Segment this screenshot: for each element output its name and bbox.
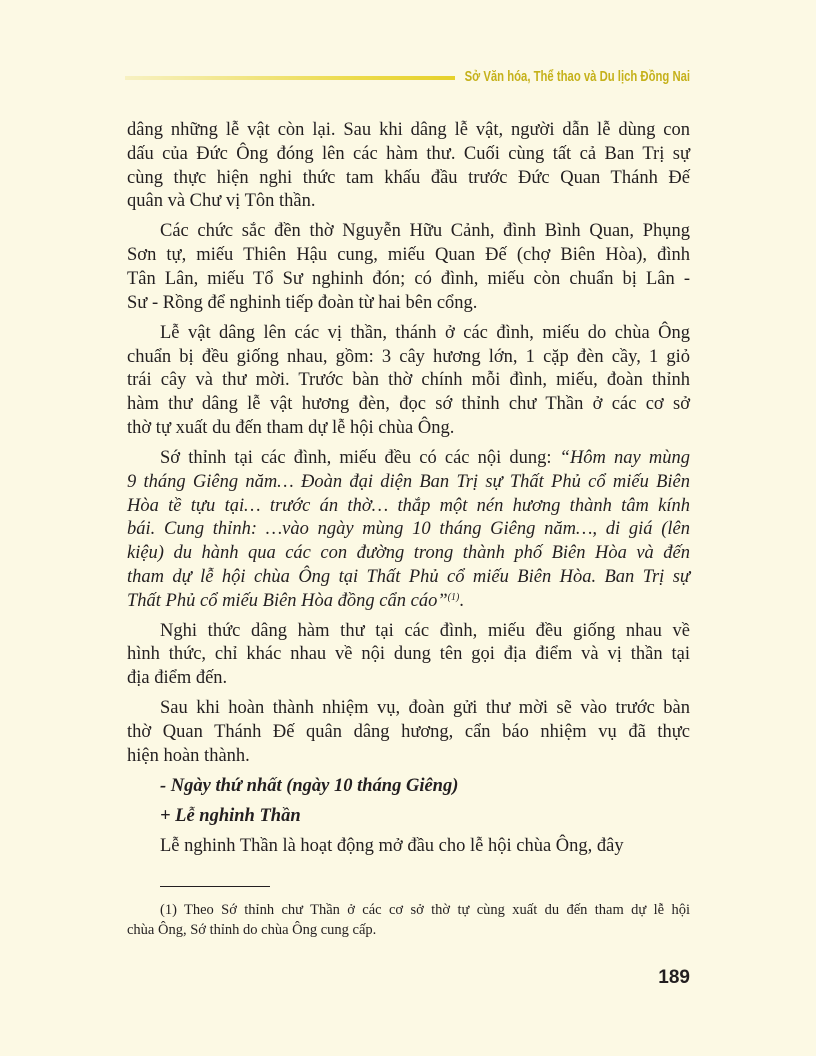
text-line: cùng thực hiện nghi thức tam khấu đầu trước Đức Quan Thánh Đế	[127, 167, 690, 188]
quote-intro: Sớ thỉnh tại các đình, miếu đều có các nội dung:	[160, 447, 560, 468]
text-line	[127, 447, 690, 471]
text-line: kiệu) du hành qua các con đường trong thành phố Biên Hòa và đến	[127, 543, 690, 564]
text-line: Lễ vật dâng lên các vị thần, thánh ở các đình, miếu do chùa Ông	[160, 322, 690, 343]
text-line: Nghi thức dâng hàm thư tại các đình, miếu đều giống nhau về	[160, 620, 690, 641]
footnote-line: (1) Theo Sớ thỉnh chư Thần ở các cơ sở thờ tự cùng xuất du đến tham dự lễ hội	[160, 902, 690, 918]
quote-text: “Hôm nay mùng	[559, 447, 690, 468]
text-line: hàm thư dâng lễ vật hương đèn, đọc sớ thỉnh chư Thần ở các cơ sở	[127, 394, 690, 415]
header-rule	[125, 76, 455, 80]
quote-text: Thất Phủ cổ miếu Biên Hòa đồng cẩn cáo”	[127, 590, 448, 611]
text-line: thờ tự xuất du đến tham dự lễ hội chùa Ông.	[127, 417, 455, 438]
text-line: Sư - Rồng để nghinh tiếp đoàn từ hai bên cổng.	[127, 292, 478, 313]
paragraph	[127, 119, 690, 214]
paragraph-quotation	[127, 447, 690, 614]
footnote-line: chùa Ông, Sớ thỉnh do chùa Ông cung cấp.	[127, 922, 377, 938]
text-line: Sơn tự, miếu Thiên Hậu cung, miếu Quan Đế (chợ Biên Hòa), đình	[127, 245, 690, 266]
paragraph	[127, 220, 690, 315]
subsection-heading: + Lễ nghinh Thần	[160, 805, 301, 826]
text-line: Các chức sắc đền thờ Nguyễn Hữu Cảnh, đình Bình Quan, Phụng	[160, 221, 690, 242]
paragraph	[127, 322, 690, 441]
text-line: địa điểm đến.	[127, 668, 228, 689]
footnote-reference[interactable]: (1)	[447, 591, 460, 603]
text-line: chuẩn bị đều giống nhau, gồm: 3 cây hương lớn, 1 cặp đèn cầy, 1 giỏ	[127, 346, 690, 367]
body-text	[127, 119, 690, 865]
text-line: tham dự lễ hội chùa Ông tại Thất Phủ cổ miếu Biên Hòa. Ban Trị sự	[127, 566, 690, 587]
text-line: hình thức, chỉ khác nhau về nội dung tên gọi địa điểm và vị thần tại	[127, 644, 690, 665]
text-line: Tân Lân, miếu Tổ Sư nghinh đón; có đình, miếu còn chuẩn bị Lân -	[127, 268, 690, 289]
section-heading: - Ngày thứ nhất (ngày 10 tháng Giêng)	[160, 775, 459, 796]
text-line: hiện hoàn thành.	[127, 745, 250, 766]
text-line: Sau khi hoàn thành nhiệm vụ, đoàn gửi thư mời sẽ vào trước bàn	[160, 698, 690, 719]
text-line: 9 tháng Giêng năm… Đoàn đại diện Ban Trị sự Thất Phủ cổ miếu Biên	[127, 471, 690, 492]
paragraph	[127, 620, 690, 691]
text-line: dấu của Đức Ông đóng lên các hàm thư. Cuối cùng tất cả Ban Trị sự	[127, 143, 690, 164]
footnote-separator	[160, 886, 270, 887]
text-line: dâng những lễ vật còn lại. Sau khi dâng lễ vật, người dẫn lễ dùng con	[127, 120, 690, 140]
paragraph	[127, 697, 690, 768]
footnote	[127, 900, 690, 940]
text-line: Lễ nghinh Thần là hoạt động mở đầu cho lễ hội chùa Ông, đây	[160, 835, 624, 856]
quote-end: .	[459, 590, 464, 611]
running-header: Sở Văn hóa, Thể thao và Du lịch Đồng Nai	[464, 69, 690, 85]
text-line: bái. Cung thỉnh: …vào ngày mùng 10 tháng Giêng năm…, di giá (lên	[127, 519, 690, 540]
text-line	[127, 590, 690, 614]
paragraph	[127, 835, 690, 859]
page-number: 189	[658, 967, 690, 988]
text-line: thờ Quan Thánh Đế quân dâng hương, cẩn báo nhiệm vụ đã thực	[127, 722, 690, 743]
text-line: Hòa tề tựu tại… trước án thờ… thắp một nén hương thành tâm kính	[127, 495, 690, 516]
text-line: trái cây và thư mời. Trước bàn thờ chính mỗi đình, miếu, đoàn thỉnh	[127, 370, 690, 391]
text-line: quân và Chư vị Tôn thần.	[127, 191, 316, 212]
